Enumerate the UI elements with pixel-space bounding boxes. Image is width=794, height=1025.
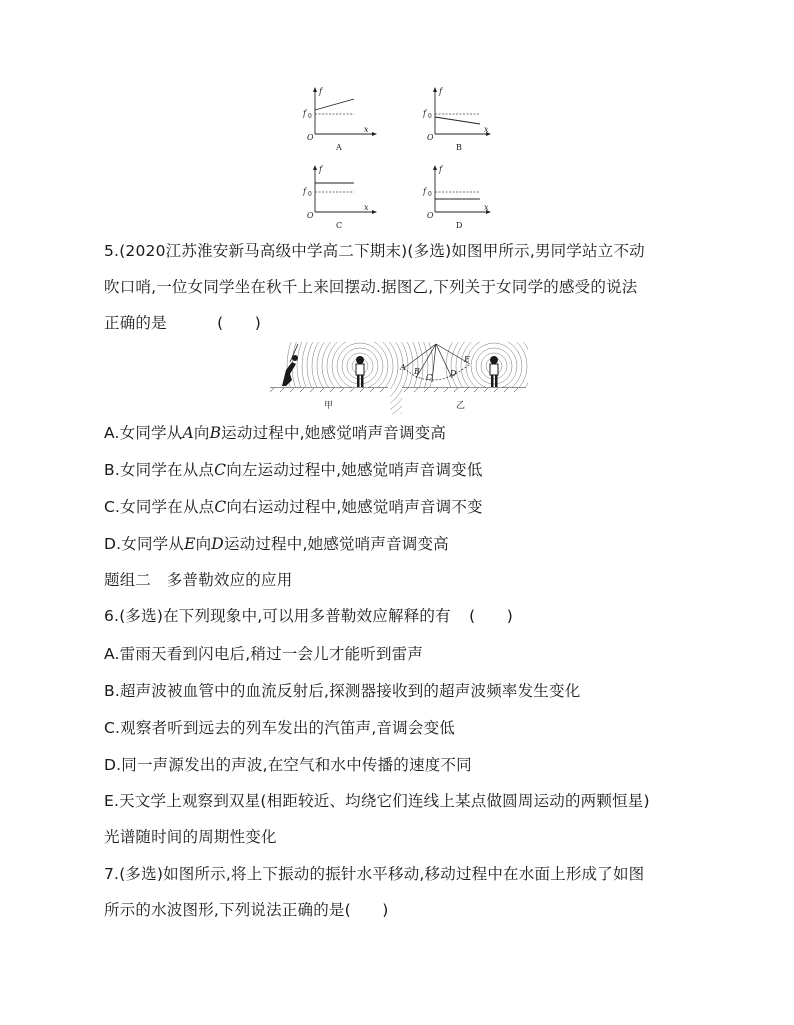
graph-b-svg bbox=[418, 86, 498, 152]
q6-option-a[interactable]: A.雷雨天看到闪电后,稍过一会儿才能听到雷声 bbox=[104, 645, 424, 663]
graph-a bbox=[298, 86, 378, 152]
q5-stem-line3 bbox=[104, 312, 261, 334]
q5-option-b-post: 向左运动过程中,她感觉哨声音调变低 bbox=[226, 461, 483, 479]
q5-option-a-post: 运动过程中,她感觉哨声音调变高 bbox=[221, 424, 447, 442]
q5-option-d-post: 运动过程中,她感觉哨声音调变高 bbox=[223, 535, 449, 553]
q7-stem-line2: 所示的水波图形,下列说法正确的是( ) bbox=[104, 901, 389, 919]
graph-d-svg bbox=[418, 164, 498, 230]
figure-point-e: E bbox=[464, 355, 470, 364]
section-heading: 题组二 多普勒效应的应用 bbox=[104, 571, 293, 589]
q6-stem-text: 6.(多选)在下列现象中,可以用多普勒效应解释的有 bbox=[104, 607, 451, 625]
q5-stem-line2: 吹口哨,一位女同学坐在秋千上来回摆动.据图乙,下列关于女同学的感受的说法 bbox=[104, 278, 638, 296]
graph-d-caption: D bbox=[456, 221, 463, 230]
q5-option-c-pre: C.女同学在从点 bbox=[104, 498, 215, 516]
q6-option-c[interactable]: C.观察者听到远去的列车发出的汽笛声,音调会变低 bbox=[104, 719, 455, 737]
graph-d-f0-sub: 0 bbox=[428, 191, 432, 198]
q5-option-d-var1: E bbox=[184, 535, 196, 553]
graph-a-f0-sub: 0 bbox=[308, 113, 312, 120]
graph-a-f-label: f bbox=[319, 87, 322, 96]
q5-stem-text: 正确的是 bbox=[104, 314, 167, 332]
figure-point-b: B bbox=[414, 367, 420, 376]
q6-option-b[interactable]: B.超声波被血管中的血流反射后,探测器接收到的超声波频率发生变化 bbox=[104, 682, 581, 700]
graph-c-svg bbox=[298, 164, 378, 230]
q6-answer-paren[interactable]: ( ) bbox=[469, 607, 513, 625]
figure-jia-caption: 甲 bbox=[324, 401, 334, 411]
figure-point-d: D bbox=[450, 369, 457, 378]
graph-b-f0-label: f bbox=[423, 109, 426, 118]
graph-a-x-label: x bbox=[364, 125, 369, 134]
figure-yi-caption: 乙 bbox=[456, 401, 466, 411]
q6-option-d[interactable]: D.同一声源发出的声波,在空气和水中传播的速度不同 bbox=[104, 756, 472, 774]
q5-option-b-pre: B.女同学在从点 bbox=[104, 461, 215, 479]
figure-point-a: A bbox=[400, 363, 406, 372]
q5-figure-svg bbox=[268, 342, 528, 414]
q5-option-c-post: 向右运动过程中,她感觉哨声音调不变 bbox=[226, 498, 483, 516]
graph-a-caption: A bbox=[336, 143, 342, 152]
graph-d-x-label: x bbox=[484, 203, 489, 212]
q5-option-d-pre: D.女同学从 bbox=[104, 535, 185, 553]
graph-d bbox=[418, 164, 498, 230]
graph-d-f0-label: f bbox=[423, 187, 426, 196]
q5-option-a[interactable] bbox=[104, 422, 446, 444]
figure-point-c: C bbox=[426, 373, 433, 382]
graph-b-x-label: x bbox=[484, 125, 489, 134]
q6-option-e-line2: 光谱随时间的周期性变化 bbox=[104, 828, 277, 846]
graph-b-f-label: f bbox=[439, 87, 442, 96]
q5-option-a-var2: B bbox=[209, 424, 222, 442]
q5-option-a-pre: A.女同学从 bbox=[104, 424, 183, 442]
q5-answer-paren[interactable]: ( ) bbox=[217, 314, 261, 332]
graph-d-f-label: f bbox=[439, 165, 442, 174]
graph-c-f0-label: f bbox=[303, 187, 306, 196]
q5-option-c[interactable] bbox=[104, 496, 483, 518]
graph-c bbox=[298, 164, 378, 230]
graph-b-origin: O bbox=[427, 133, 434, 142]
q6-stem bbox=[104, 605, 513, 627]
q5-option-b-var1: C bbox=[214, 461, 227, 479]
q7-stem-line1: 7.(多选)如图所示,将上下振动的振针水平移动,移动过程中在水面上形成了如图 bbox=[104, 865, 645, 883]
q5-option-d[interactable] bbox=[104, 533, 449, 555]
q5-option-a-var1: A bbox=[182, 424, 194, 442]
q5-stem-line1: 5.(2020江苏淮安新马高级中学高二下期末)(多选)如图甲所示,男同学站立不动 bbox=[104, 242, 645, 260]
graph-b-caption: B bbox=[456, 143, 462, 152]
graph-c-f-label: f bbox=[319, 165, 322, 174]
graph-b-f0-sub: 0 bbox=[428, 113, 432, 120]
graph-d-origin: O bbox=[427, 211, 434, 220]
q6-option-e-line1[interactable]: E.天文学上观察到双星(相距较近、均绕它们连线上某点做圆周运动的两颗恒星) bbox=[104, 792, 650, 810]
figure-yi bbox=[399, 342, 528, 414]
q5-option-c-var1: C bbox=[214, 498, 227, 516]
q5-option-d-var2: D bbox=[211, 535, 224, 553]
graph-a-f0-label: f bbox=[303, 109, 306, 118]
q5-option-b[interactable] bbox=[104, 459, 483, 481]
graph-a-origin: O bbox=[307, 133, 314, 142]
q5-option-a-mid: 向 bbox=[193, 424, 210, 442]
q5-option-d-mid: 向 bbox=[195, 535, 212, 553]
graph-c-caption: C bbox=[336, 221, 343, 230]
graph-b bbox=[418, 86, 498, 152]
graph-c-x-label: x bbox=[364, 203, 369, 212]
graph-c-f0-sub: 0 bbox=[308, 191, 312, 198]
q5-figure bbox=[268, 342, 528, 418]
graph-c-origin: O bbox=[307, 211, 314, 220]
graph-a-svg bbox=[298, 86, 378, 152]
